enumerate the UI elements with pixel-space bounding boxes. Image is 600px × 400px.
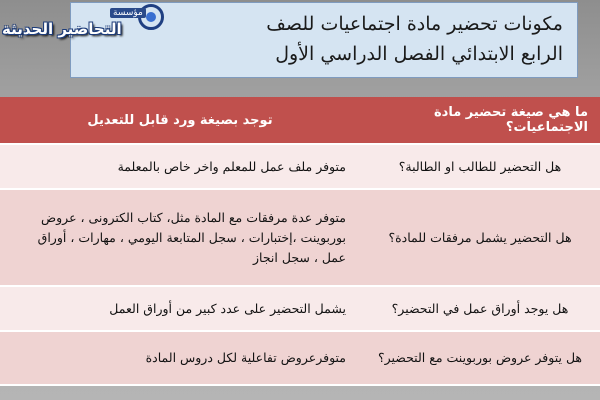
info-table	[0, 97, 600, 386]
header-question: ما هي صيغة تحضير مادة الاجتماعيات؟	[360, 97, 600, 144]
row-answer: متوفرعروض تفاعلية لكل دروس المادة	[0, 331, 360, 385]
row-answer: متوفر ملف عمل للمعلم واخر خاص بالمعلمة	[0, 144, 360, 189]
row-question: هل التحضير للطالب او الطالبة؟	[360, 144, 600, 189]
title-line-2: الرابع الابتدائي الفصل الدراسي الأول	[275, 43, 563, 65]
row-answer: يشمل التحضير على عدد كبير من أوراق العمل	[0, 286, 360, 331]
title-line-1: مكونات تحضير مادة اجتماعيات للصف	[266, 13, 563, 35]
table-header-row	[0, 97, 600, 144]
logo-top-text: مؤسسة	[110, 8, 146, 18]
row-question: هل يوجد أوراق عمل في التحضير؟	[360, 286, 600, 331]
table-row	[0, 286, 600, 331]
logo	[0, 0, 170, 50]
row-question: هل التحضير يشمل مرفقات للمادة؟	[360, 189, 600, 286]
row-answer: متوفر عدة مرفقات مع المادة مثل، كتاب الكترونى ، عروض بوربوينت ،إختبارات ، سجل المتابعة اليومي ، مهارات ، أوراق عمل ، سجل انجاز	[0, 189, 360, 286]
logo-main-text: التحاضير الحديثة	[2, 20, 122, 38]
row-question: هل يتوفر عروض بوربوينت مع التحضير؟	[360, 331, 600, 385]
header-answer: توجد بصيغة ورد قابل للتعديل	[0, 97, 360, 144]
table-row	[0, 189, 600, 286]
table-row	[0, 331, 600, 385]
table-row	[0, 144, 600, 189]
